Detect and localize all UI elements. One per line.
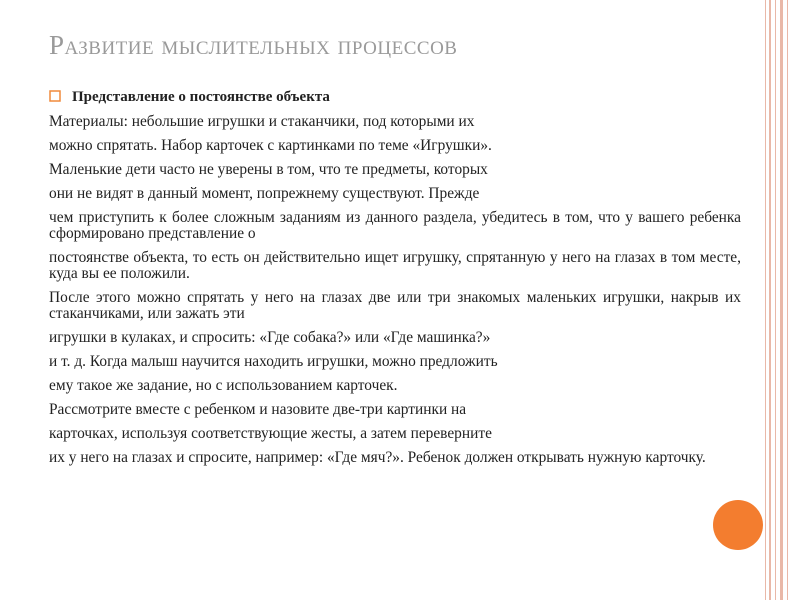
- border-line-5: [787, 0, 788, 600]
- paragraph-11: Рассмотрите вместе с ребенком и назовите две-три картинки на: [49, 401, 467, 418]
- border-line-4: [780, 0, 783, 600]
- paragraph-4: они не видят в данный момент, попрежнему существуют. Прежде: [49, 185, 480, 202]
- slide-title: Развитие мыслительных процессов: [49, 30, 458, 60]
- body-text: [49, 114, 741, 474]
- border-line-1: [765, 0, 766, 600]
- paragraph-10: ему такое же задание, но с использованием карточек.: [49, 377, 398, 394]
- paragraph-13: их у него на глазах и спросите, например: «Где мяч?». Ребенок должен открывать нужную карточку.: [49, 449, 706, 466]
- paragraph-7: После этого можно спрятать у него на глазах две или три знакомых маленьких игрушки, накрыв их стаканчиками, или зажать эти: [49, 289, 741, 322]
- paragraph-2: можно спрятать. Набор карточек с картинками по теме «Игрушки».: [49, 137, 492, 154]
- border-line-3: [775, 0, 776, 600]
- bullet-heading: Представление о постоянстве объекта: [72, 89, 330, 105]
- paragraph-12: карточках, используя соответствующие жесты, а затем переверните: [49, 425, 492, 442]
- paragraph-3: Маленькие дети часто не уверены в том, что те предметы, которых: [49, 161, 488, 178]
- paragraph-8: игрушки в кулаках, и спросить: «Где собака?» или «Где машинка?»: [49, 329, 491, 346]
- orange-circle-icon: [713, 500, 763, 550]
- paragraph-1: Материалы: небольшие игрушки и стаканчики, под которыми их: [49, 113, 475, 130]
- square-outline-icon: [49, 90, 61, 106]
- paragraph-9: и т. д. Когда малыш научится находить игрушки, можно предложить: [49, 353, 498, 370]
- paragraph-5: чем приступить к более сложным заданиям из данного раздела, убедитесь в том, что у вашего ребенка сформировано представление о: [49, 209, 741, 242]
- paragraph-6: постоянстве объекта, то есть он действительно ищет игрушку, спрятанную у него на глазах в том месте, куда вы ее положили.: [49, 249, 741, 282]
- border-line-2: [769, 0, 771, 600]
